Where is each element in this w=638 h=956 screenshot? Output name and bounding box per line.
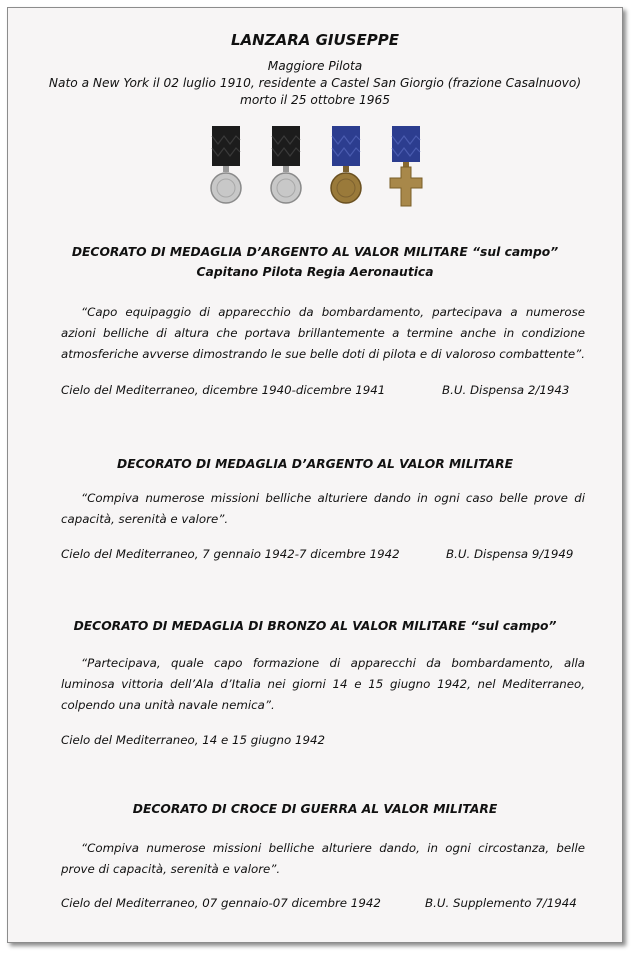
citation-bulletin: B.U. Supplemento 7/1944 [425,896,577,910]
citation-place: Cielo del Mediterraneo, dicembre 1940-dicembre 1941 [61,383,386,397]
bronze-medal-icon [328,126,364,208]
silver-medal-icon [268,126,304,208]
citation-bulletin: B.U. Dispensa 2/1943 [442,383,570,397]
citation-text: “Compiva numerose missioni belliche alturiere dando in ogni caso belle prove di capacità, serenità e valore”. [61,491,585,526]
silver-medal-icon [208,126,244,208]
citation-place: Cielo del Mediterraneo, 7 gennaio 1942-7 dicembre 1942 [61,547,400,561]
citation-place: Cielo del Mediterraneo, 14 e 15 giugno 1942 [61,733,325,747]
medal-row [198,126,438,212]
war-cross-icon [388,126,424,208]
citation-place: Cielo del Mediterraneo, 07 gennaio-07 dicembre 1942 [61,896,381,910]
citation-heading: DECORATO DI MEDAGLIA DI BRONZO AL VALOR MILITARE “sul campo” [73,619,557,633]
citation-bulletin: B.U. Dispensa 9/1949 [446,547,574,561]
citation-text: “Capo equipaggio di apparecchio da bombardamento, partecipava a numerose azioni belliche di altura che portava brillantemente a termine anche in condizione atmosferiche avverse dimostrando le sue belle doti di pilota e di valoroso combattente”. [61,305,585,361]
birth-line: Nato a New York il 02 luglio 1910, residente a Castel San Giorgio (frazione Casalnuovo) [48,76,582,90]
death-line: morto il 25 ottobre 1965 [239,93,391,107]
citation-heading: DECORATO DI MEDAGLIA D’ARGENTO AL VALOR MILITARE [117,457,513,471]
document-page [7,7,623,943]
rank-line: Maggiore Pilota [267,59,363,73]
citation-heading: DECORATO DI MEDAGLIA D’ARGENTO AL VALOR MILITARE “sul campo” [71,245,559,259]
citation-text: “Partecipava, quale capo formazione di apparecchi da bombardamento, alla luminosa vittoria dell’Ala d’Italia nei giorni 14 e 15 giugno 1942, nel Mediterraneo, colpendo una unità navale nemica”. [61,656,585,712]
person-name: LANZARA GIUSEPPE [231,31,399,49]
citation-subheading: Capitano Pilota Regia Aeronautica [196,265,434,279]
citation-heading: DECORATO DI CROCE DI GUERRA AL VALOR MILITARE [132,802,498,816]
citation-text: “Compiva numerose missioni belliche alturiere dando, in ogni circostanza, belle prove di capacità, serenità e valore”. [61,841,585,876]
